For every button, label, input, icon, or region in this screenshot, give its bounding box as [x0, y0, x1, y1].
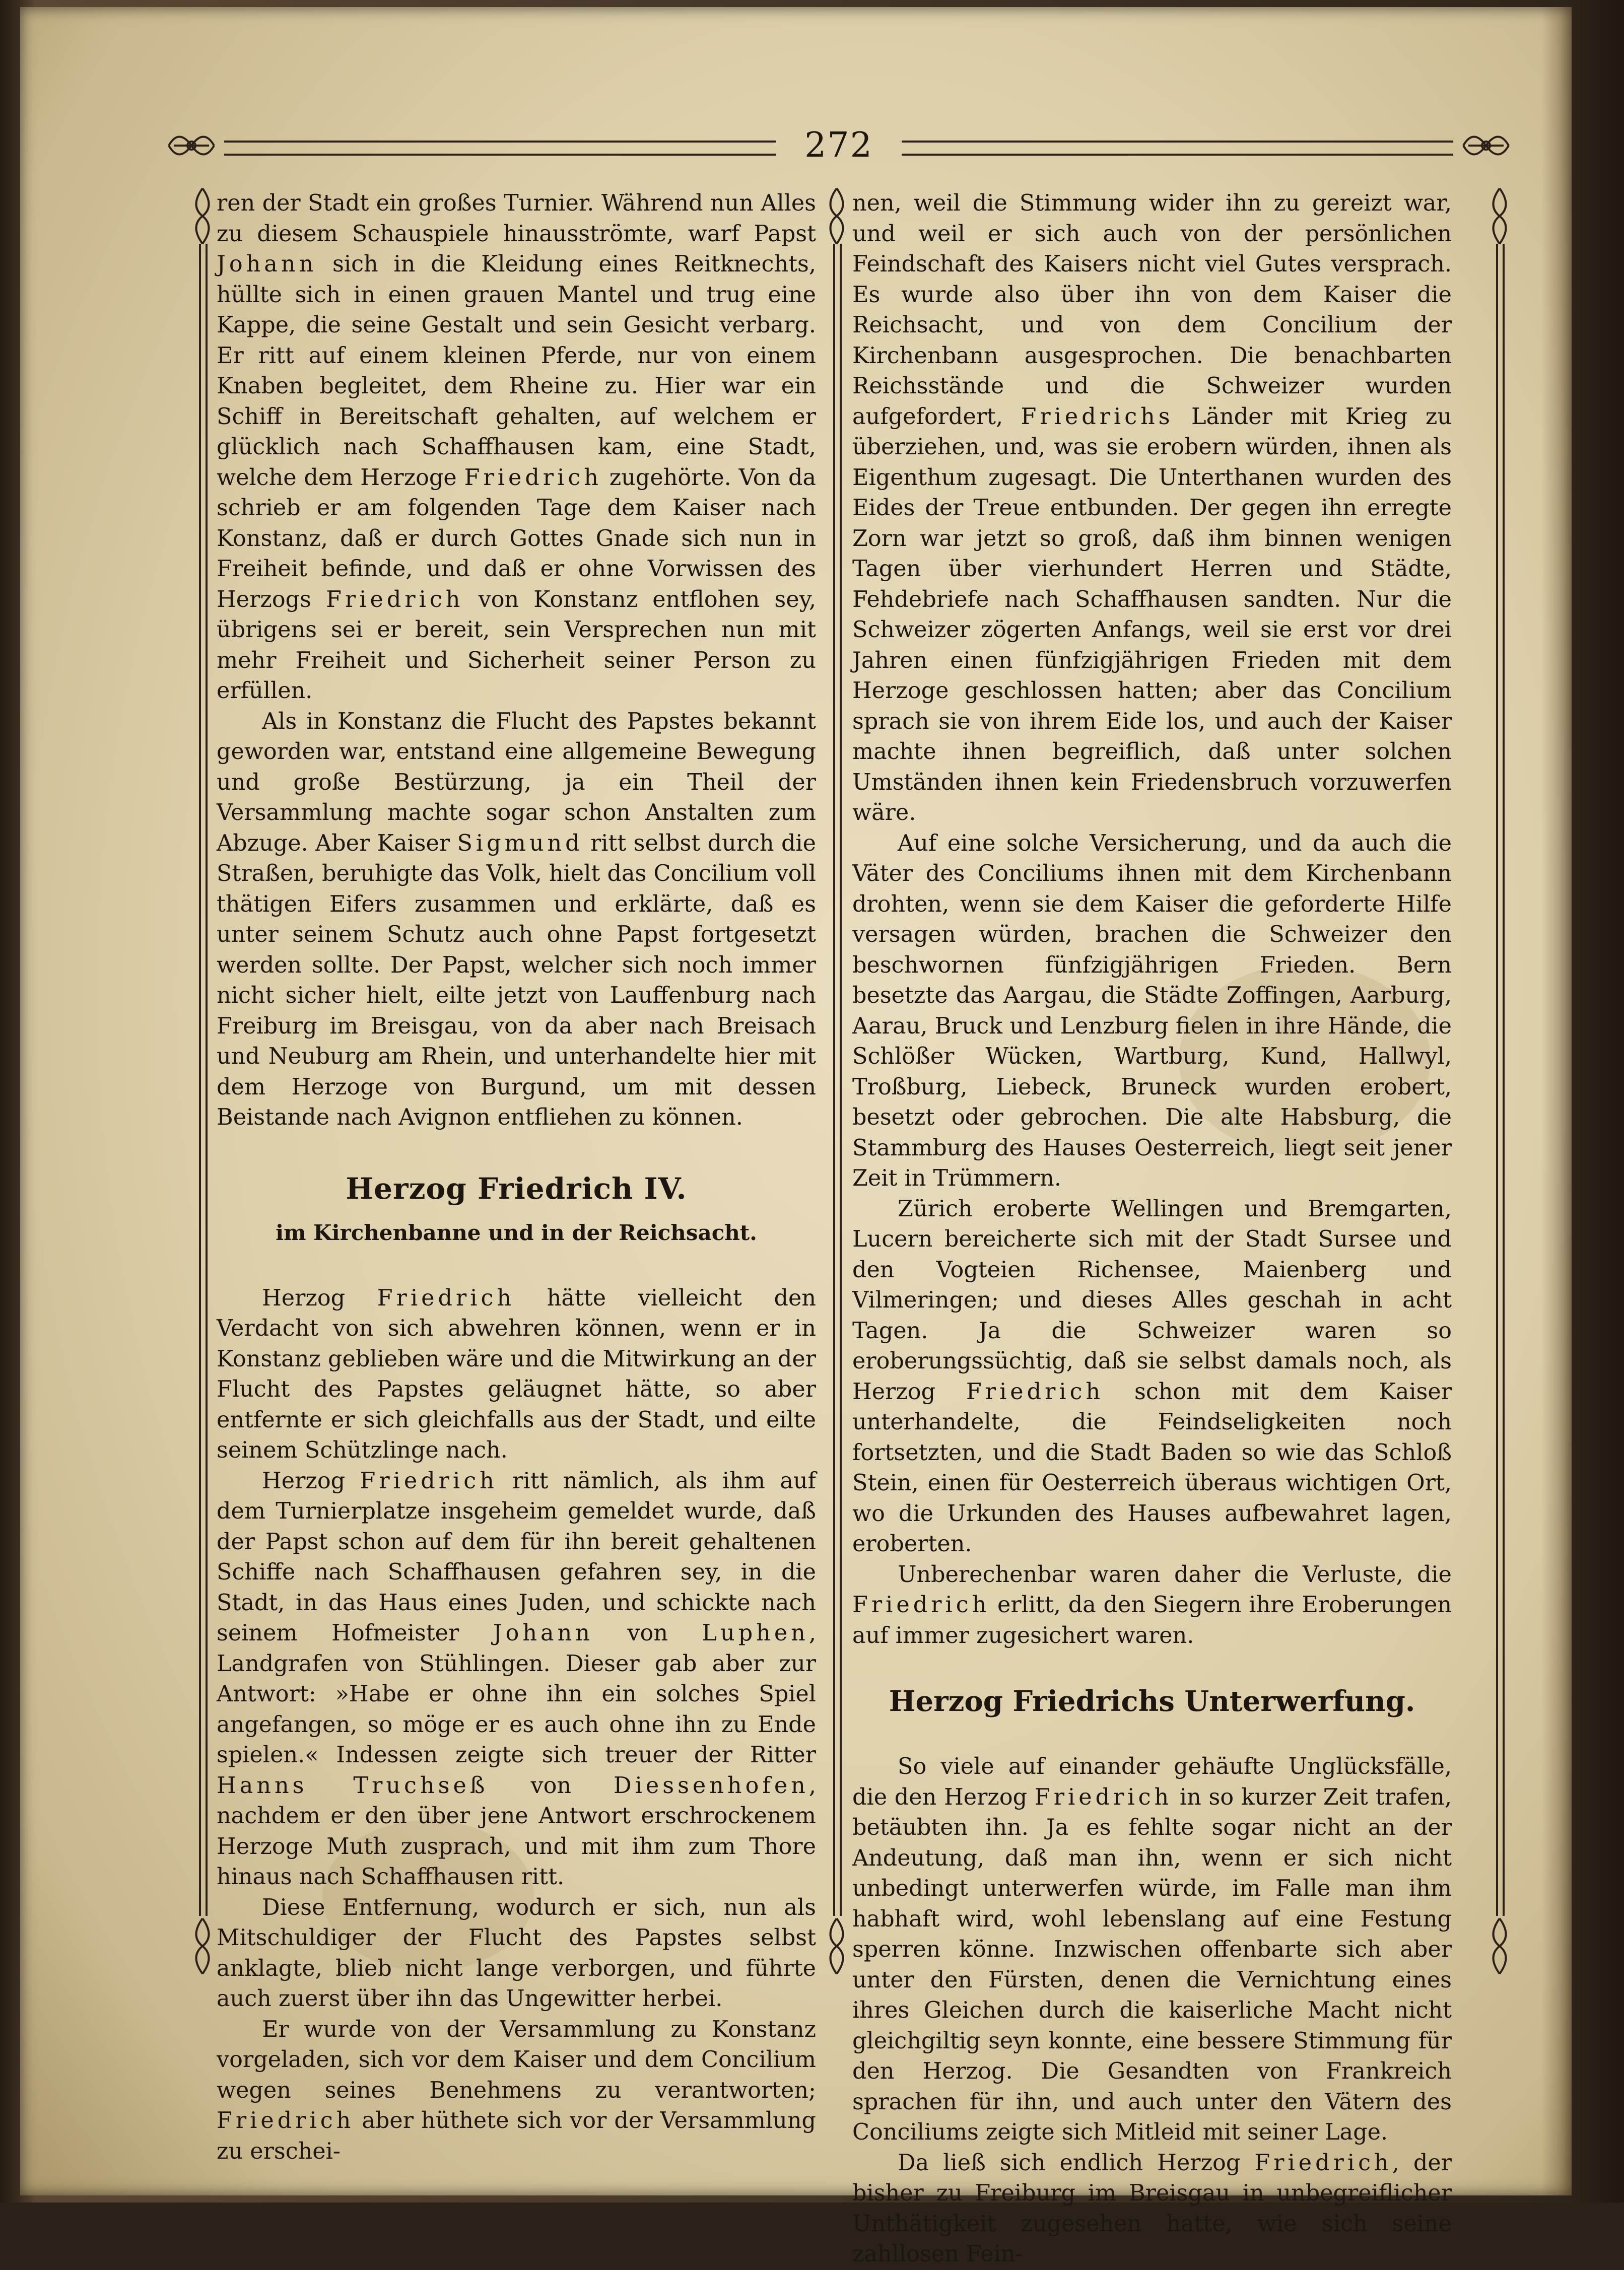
frame-rule-left [206, 244, 208, 1916]
text-run: Herzog [262, 1468, 346, 1494]
name-spaced: Friedrich [1034, 1784, 1173, 1810]
text-run: Länder mit Krieg zu überziehen, und, was sie erobern würden, ihnen als Eigenthum zugesagt. Die Unterthanen wurden des Eides der Treue entbunden. Der gegen ihn erregte Zorn war jetzt so groß, daß ihm binnen wenigen Tagen über vierhundert Herren und Städte, Fehdebriefe nach Schaffhausen sandten. Nur die Schweizer zögerten Anfangs, weil sie erst vor drei Jahren einen fünfzigjährigen Frieden mit dem Herzoge geschlossen hatten; aber das Concilium sprach sie von ihrem Eide los, und auch der Kaiser machte ihnen begreiflich, daß unter solchen Umständen ihnen kein Friedensbruch vorzuwerfen wäre. [852, 403, 1452, 826]
name-spaced: Friedrich [326, 586, 464, 612]
page-number: 272 [804, 125, 873, 165]
section-subheading: im Kirchenbanne und in der Reichsacht. [276, 1220, 757, 1245]
text-run: ritt nämlich, als ihm auf dem Turnierplatze insgeheim gemeldet wurde, daß der Papst schon auf dem für ihn bereit gehaltenen Schiffe nach Schaffhausen gefahren sey, in die Stadt, in das Haus eines Juden, und schickte nach seinem Hofmeister [217, 1468, 816, 1646]
name-spaced: Johann [217, 251, 317, 277]
page-edge-shadow [1541, 7, 1572, 2195]
name-spaced: Friedrichs [1021, 403, 1174, 430]
paragraph: Auf eine solche Versicherung, und da auch die Väter des Conciliums ihnen mit dem Kirchenbann drohten, wenn sie dem Kaiser die geforderte Hilfe versagen würden, brachen die Schweizer den beschwornen fünfzigjährigen Frieden. Bern besetzte das Aargau, die Städte Zoffingen, Aarburg, Aarau, Bruck und Lenzburg fielen in ihre Hände, die Schlößer Wücken, Wartburg, Kund, Hallwyl, Troßburg, Liebeck, Bruneck wurden erobert, besetzt oder gebrochen. Die alte Habsburg, die Stammburg des Hauses Oesterreich, liegt seit jener Zeit in Trümmern. [852, 830, 1452, 1191]
text-run: Herzog [262, 1285, 346, 1311]
text-run: zugehörte. Von da schrieb er am folgenden Tage dem Kaiser nach Konstanz, daß er durch Gottes Gnade sich nun in Freiheit befinde, und daß er ohne Vorwissen des Herzogs [217, 464, 817, 612]
name-spaced: Diessenhofen [614, 1772, 809, 1799]
text-run: Als in Konstanz die Flucht des Papstes bekannt geworden war, entstand eine allgemeine Bewegung und große Bestürzung, ja ein Theil der Versammlung machte sogar schon Anstalten zum Abzuge. Aber Kaiser [217, 708, 816, 856]
text-run: erlitt, da den Siegern ihre Eroberungen auf immer zugesichert waren. [852, 1592, 1452, 1648]
text-run: , der bisher zu Freiburg im Breisgau in unbegreiflicher Unthätigkeit zugesehen hatte, wie sich seine zahllosen Fein- [852, 2150, 1452, 2267]
paragraph [852, 1560, 1452, 1652]
name-spaced: Friedrich [1254, 2150, 1392, 2176]
header-rule-left [224, 141, 776, 156]
text-run: Unberechenbar waren daher die Verluste, die [898, 1561, 1452, 1588]
text-run: ren der Stadt ein großes Turnier. Während nun Alles zu diesem Schauspiele hinausströmte, warf Papst [217, 190, 816, 247]
name-spaced: Hanns Truchseß [217, 1772, 489, 1799]
ornament-right-icon [1458, 125, 1514, 166]
name-spaced: Friedrich [217, 2108, 355, 2134]
text-run: in so kurzer Zeit trafen, betäubten ihn. Ja es fehlte sogar nicht an der Andeutung, daß man ihn, wenn er sich nicht unbedingt unterwerfen würde, im Falle man ihm habhaft wird, wohl lebenslang auf eine Festung sperren könne. Inzwischen offenbarte sich aber unter den Fürsten, denen die Vernichtung eines ihres Gleichen durch die kaiserliche Macht nicht gleichgiltig seyn konnte, eine bessere Stimmung für den Herzog. Die Gesandten von Frankreich sprachen für ihn, und auch unter den Vätern des Conciliums zeigte sich Mitleid mit seiner Lage. [852, 1784, 1452, 2145]
text-run: Da ließ sich endlich Herzog [898, 2150, 1241, 2176]
text-run: hätte vielleicht den Verdacht von sich abwehren können, wenn er in Konstanz geblieben wäre und die Mitwirkung an der Flucht des Papstes geläugnet hätte, so aber entfernte er sich gleichfalls aus der Stadt, und eilte seinem Schützlinge nach. [217, 1285, 817, 1463]
paragraph [217, 707, 816, 1133]
paragraph [852, 2148, 1452, 2270]
frame-ornament-icon [822, 186, 852, 246]
paragraph [217, 1283, 816, 1466]
text-run: ritt selbst durch die Straßen, beruhigte das Volk, hielt das Concilium voll thätigen Eifers zusammen und erklärte, daß es unter seinem Schutz auch ohne Papst fortgesetzt werden sollte. Der Papst, welcher sich noch immer nicht sicher hielt, eilte jetzt von Lauffenburg nach Freiburg im Breisgau, von da aber nach Breisach und Neuburg am Rhein, und unterhandelte hier mit dem Herzoge von Burgund, um mit dessen Beistande nach Avignon entfliehen zu können. [217, 830, 817, 1130]
text-run: Er wurde von der Versammlung zu Konstanz vorgeladen, sich vor dem Kaiser und dem Concilium wegen seines Benehmens zu verantworten; [217, 2016, 816, 2103]
text-run: von [530, 1772, 572, 1799]
text-run: von Konstanz entflohen sey, übrigens sei er bereit, sein Versprechen nun mit mehr Freiheit und Sicherheit seiner Person zu erfüllen. [217, 586, 816, 704]
frame-ornament-icon [1484, 1916, 1515, 1976]
paragraph [852, 1752, 1452, 2148]
right-column [852, 188, 1452, 2270]
frame-rule-left [199, 244, 201, 1916]
paragraph: Diese Entfernung, wodurch er sich, nun als Mitschuldiger der Flucht des Papstes selbst anklagte, blieb nicht lange verborgen, und führte auch zuerst über ihn das Ungewitter herbei. [217, 1894, 816, 2012]
section-heading: Herzog Friedrich IV. [346, 1171, 687, 1206]
text-run: , Landgrafen von Stühlingen. Dieser gab aber zur Antwort: »Habe er ohne ihn ein solches Spiel angefangen, so möge er es auch ohne ihn zu Ende spielen.« Indessen zeigte sich treuer der Ritter [217, 1620, 816, 1768]
name-spaced: Luphen [702, 1620, 809, 1646]
text-run: sich in die Kleidung eines Reitknechts, hüllte sich in einen grauen Mantel und trug eine Kappe, die seine Gestalt und sein Gesicht verbarg. Er ritt auf einem kleinen Pferde, nur von einem Knaben begleitet, dem Rheine zu. Hier war ein Schiff in Bereitschaft gehalten, auf welchem er glücklich nach Schaffhausen kam, eine Stadt, welche dem Herzoge [217, 251, 816, 491]
ornament-left-icon [164, 125, 219, 166]
page-header [164, 125, 1514, 171]
text-run: , nachdem er den über jene Antwort erschrockenem Herzoge Muth zusprach, und mit ihm zum Thore hinaus nach Schaffhausen ritt. [217, 1772, 816, 1890]
text-run: Zürich eroberte Wellingen und Bremgarten, Lucern bereicherte sich mit der Stadt Sursee und den Vogteien Richensee, Maienberg und Vilmeringen; und dieses Alles geschah in acht Tagen. Ja die Schweizer waren so eroberungssüchtig, daß sie selbst damals noch, als Herzog [852, 1196, 1452, 1405]
name-spaced: Sigmund [457, 830, 583, 856]
section-heading: Herzog Friedrichs Unterwerfung. [889, 1685, 1415, 1718]
name-spaced: Friedrich [464, 464, 602, 491]
paragraph [217, 1466, 816, 1893]
text-run: So viele auf einander gehäufte Unglücksfälle, die den Herzog [852, 1754, 1452, 1810]
frame-rule-center [840, 244, 842, 1916]
left-column [217, 188, 816, 2167]
text-run: nen, weil die Stimmung wider ihn zu gereizt war, und weil er sich auch von der persönlichen Feindschaft des Kaisers nicht viel Gutes versprach. Es wurde also über ihn von dem Kaiser die Reichsacht, und von dem Concilium der Kirchenbann ausgesprochen. Die benachbarten Reichsstände und die Schweizer wurden aufgefordert, [852, 190, 1452, 430]
paragraph [217, 2015, 816, 2167]
frame-ornament-icon [1484, 186, 1515, 246]
paragraph [217, 188, 816, 707]
frame-rule-right [1503, 244, 1505, 1916]
name-spaced: Friedrich [360, 1468, 498, 1494]
name-spaced: Friedrich [852, 1592, 990, 1618]
name-spaced: Friedrich [377, 1285, 515, 1311]
book-page [20, 7, 1572, 2267]
frame-ornament-icon [822, 1916, 852, 1976]
frame-ornament-icon [187, 186, 218, 246]
paragraph [852, 1194, 1452, 1560]
text-run: aber hüthete sich vor der Versammlung zu erschei- [217, 2108, 816, 2164]
frame-rule-center [833, 244, 835, 1916]
name-spaced: Johann [493, 1620, 593, 1646]
text-run: schon mit dem Kaiser unterhandelte, die Feindseligkeiten noch fortsetzten, und die Stadt Baden so wie das Schloß Stein, einen für Oesterreich überaus wichtigen Ort, wo die Urkunden des Hauses aufbewahret lagen, eroberten. [852, 1379, 1452, 1557]
frame-rule-right [1496, 244, 1498, 1916]
name-spaced: Friedrich [966, 1379, 1104, 1405]
frame-ornament-icon [187, 1916, 218, 1976]
text-run: von [627, 1620, 668, 1646]
paragraph [852, 188, 1452, 829]
header-rule-right [902, 141, 1453, 156]
